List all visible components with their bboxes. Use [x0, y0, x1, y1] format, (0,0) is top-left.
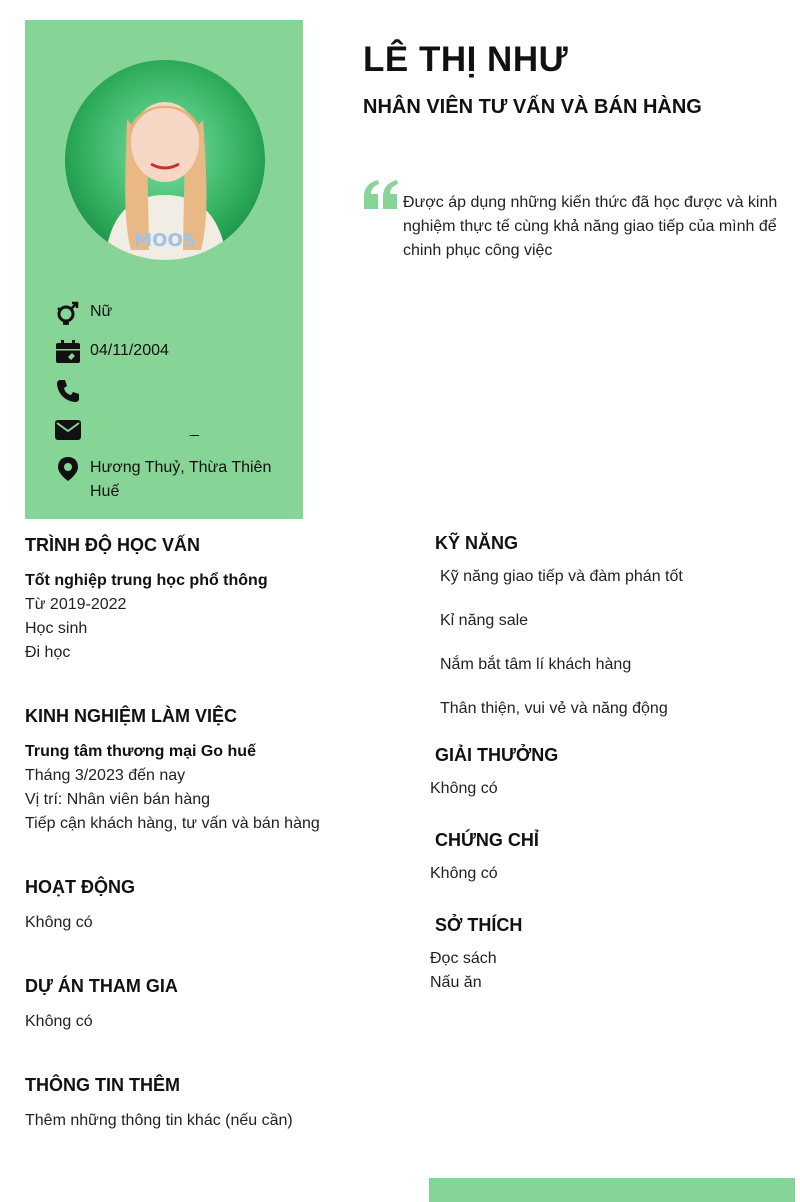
- quote-icon: [362, 179, 400, 211]
- projects-heading: DỰ ÁN THAM GIA: [25, 976, 178, 996]
- birthday-value: 04/11/2004: [90, 342, 169, 359]
- hobby-item: Nấu ăn: [430, 974, 482, 991]
- contact-email: [55, 417, 290, 443]
- skill-item: Kỹ năng giao tiếp và đàm phán tốt: [440, 568, 683, 585]
- phone-icon: [55, 378, 81, 404]
- contact-address: [55, 456, 290, 504]
- candidate-name: LÊ THỊ NHƯ: [363, 40, 569, 79]
- hobbies-heading: SỞ THÍCH: [435, 915, 523, 935]
- activities-heading: HOẠT ĐỘNG: [25, 877, 135, 897]
- portrait-photo: [65, 60, 265, 260]
- footer-accent-bar: [429, 1178, 795, 1202]
- address-value: Hương Thuỷ, Thừa Thiên Huế: [90, 459, 272, 500]
- extra-heading: THÔNG TIN THÊM: [25, 1075, 180, 1095]
- education-block: [25, 569, 405, 665]
- projects-content: Không có: [25, 1013, 93, 1030]
- experience-block: [25, 740, 405, 836]
- email-icon: [55, 417, 81, 443]
- activities-content: Không có: [25, 914, 93, 931]
- skill-item: Thân thiện, vui vẻ và năng động: [440, 700, 668, 717]
- education-desc: Đi học: [25, 644, 71, 661]
- certificates-content: Không có: [430, 865, 498, 882]
- education-role: Học sinh: [25, 620, 88, 637]
- education-school: Tốt nghiệp trung học phổ thông: [25, 572, 268, 589]
- contact-phone: [55, 378, 290, 404]
- experience-position: Vị trí: Nhân viên bán hàng: [25, 791, 211, 808]
- awards-heading: GIẢI THƯỞNG: [435, 745, 559, 765]
- email-value: _: [190, 420, 199, 437]
- hobbies-list: [430, 947, 497, 995]
- education-period: Từ 2019-2022: [25, 596, 127, 613]
- job-title: NHÂN VIÊN TƯ VẤN VÀ BÁN HÀNG: [363, 96, 702, 118]
- calendar-icon: [55, 339, 81, 365]
- experience-desc: Tiếp cận khách hàng, tư vấn và bán hàng: [25, 815, 320, 832]
- extra-content: Thêm những thông tin khác (nếu cần): [25, 1112, 293, 1129]
- skill-item: Kỉ năng sale: [440, 612, 529, 629]
- experience-period: Tháng 3/2023 đến nay: [25, 767, 186, 784]
- awards-content: Không có: [430, 780, 498, 797]
- svg-text:MOOS: MOOS: [134, 230, 196, 251]
- certificates-heading: CHỨNG CHỈ: [435, 830, 539, 850]
- skill-item: Nắm bắt tâm lí khách hàng: [440, 656, 632, 673]
- education-heading: TRÌNH ĐỘ HỌC VẤN: [25, 535, 200, 555]
- avatar: [65, 60, 265, 260]
- sidebar-panel: [25, 20, 303, 519]
- gender-value: Nữ: [90, 303, 113, 320]
- experience-company: Trung tâm thương mại Go huế: [25, 743, 256, 760]
- experience-heading: KINH NGHIỆM LÀM VIỆC: [25, 706, 238, 726]
- hobby-item: Đọc sách: [430, 950, 497, 967]
- skills-heading: KỸ NĂNG: [435, 533, 519, 553]
- objective-quote: Được áp dụng những kiến thức đã học được và kinh nghiệm thực tế cùng khả năng giao tiếp của mình để chinh phục công việc: [403, 194, 778, 259]
- location-icon: [55, 456, 81, 482]
- contact-gender: [55, 300, 290, 326]
- contact-birthday: [55, 339, 290, 365]
- gender-icon: [55, 300, 81, 326]
